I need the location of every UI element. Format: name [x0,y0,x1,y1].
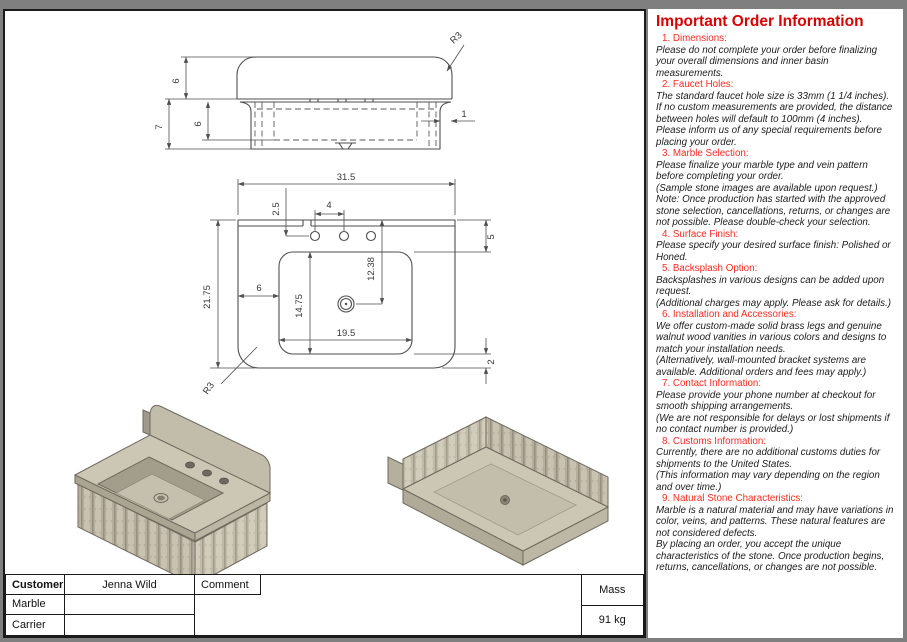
iso-view-bottom [383,409,638,584]
section-heading: 8. Customs Information: [662,435,766,447]
title-block-label-carrier: Carrier [5,614,65,637]
section-paragraph: (Alternatively, wall-mounted bracket systems are available. Additional orders and fees may apply.) [656,355,867,378]
section-faucet-holes [656,79,896,148]
title-block-value-carrier [64,614,196,637]
faucet-hole-2 [340,232,349,241]
sink-3d-bottom-model [388,417,608,565]
section-paragraph: We offer custom-made solid brass legs and genuine walnut wood vanities in various colors and designs to match your installation needs. [656,320,887,355]
section-customs-info [656,436,896,494]
plan-view [201,172,497,397]
backsplash-side-face [143,410,150,435]
dim-label-overall-width: 31.5 [336,172,356,183]
section-contact-info [656,378,896,436]
dim-label-deck-top-depth: 5 [486,234,497,240]
mass-value: 91 kg [581,605,645,637]
faucet-hole-3d-3 [220,478,229,484]
title-block-label-marble: Marble [5,594,65,616]
drain-notch [335,143,356,149]
title-block-value-marble [64,594,196,616]
section-paragraph: (Additional charges may apply. Please ask for details.) [656,297,892,309]
faucet-hole-1 [311,232,320,241]
order-info-panel [648,9,903,638]
dim-label-hole-row-offset: 2.5 [271,202,282,216]
front-outline [237,57,452,149]
backsplash-edge-line [238,220,455,226]
section-heading: 4. Surface Finish: [662,228,739,240]
dim-label-basin-width: 19.5 [336,328,356,339]
front-elevation-view [154,30,475,149]
section-heading: 7. Contact Information: [662,378,762,389]
section-paragraph: Note: Once production has started with the approved stone selection, cancellations, returns, or changes are not possible. Please double-check your selection. [656,194,891,228]
section-backsplash-option [656,263,896,309]
section-paragraph: Backsplashes in various designs can be added upon request. [656,274,885,297]
dim-label-drain-offset: 12.38 [366,257,377,281]
section-paragraph: By placing an order, you accept the unique characteristics of the stone. Once production begins, returns, cancellations, or changes are not possible. [656,539,885,573]
iso-view-top [62,389,317,589]
title-block-label-customer: Customer [5,574,65,595]
panel-title: Important Order Information [656,13,864,30]
section-paragraph: If no custom measurements are provided, the distance between holes will default to 100mm (4 inches). [656,102,893,125]
section-surface-finish [656,229,896,264]
front-hidden-lines [255,102,436,149]
section-heading: 6. Installation and Accessories: [662,309,797,320]
front-dimensions [154,30,475,149]
section-paragraph: Please specify your desired surface finish: Polished or Honed. [656,240,891,263]
title-block-value-customer: Jenna Wild [64,574,196,595]
section-heading: 9. Natural Stone Characteristics: [662,493,804,504]
dim-label-apron-height: 7 [154,124,165,130]
section-heading: 5. Backsplash Option: [662,263,758,274]
section-paragraph: The standard faucet hole size is 33mm (1 1/4 inches). [656,90,890,102]
faucet-hole-3 [367,232,376,241]
section-paragraph: Please provide your phone number at checkout for smooth shipping arrangements. [656,389,876,412]
dim-label-wall-thickness: 1 [461,109,467,120]
plan-outline [238,220,455,368]
section-paragraph: Please finalize your marble type and vein pattern before completing your order. [656,159,868,182]
section-paragraph: (Sample stone images are available upon request.) [656,182,878,194]
dim-label-backsplash-height: 6 [171,78,182,84]
mass-label: Mass [581,574,645,606]
dim-label-plan-r3: R3 [200,380,217,397]
section-paragraph: Please inform us of any special requirements before placing your order. [656,125,882,148]
dim-label-hole-spacing: 4 [326,200,332,211]
section-paragraph: Currently, there are no additional customs duties for shipments to the United States. [656,447,881,470]
section-dimensions [656,33,896,79]
title-block [5,574,644,636]
faucet-hole-3d-2 [203,470,212,476]
section-paragraph: (We are not responsible for delays or lost shipments if no contact number is provided.) [656,412,890,435]
dim-label-bottom-edge: 2 [486,359,497,365]
section-installation [656,309,896,378]
section-paragraph: Marble is a natural material and may have variations in color, veins, and patterns. These natural features are not considered defects. [656,504,894,539]
comment-label: Comment [194,574,261,595]
section-marble-selection [656,148,896,229]
section-paragraph: (This information may vary depending on the region and over time.) [656,470,880,493]
faucet-hole-3d-1 [186,462,195,468]
section-heading: 1. Dimensions: [662,33,727,44]
dim-label-basin-left-offset: 6 [256,283,262,294]
section-heading: 2. Faucet Holes: [662,79,734,90]
section-paragraph: Please do not complete your order before finalizing your overall dimensions and inner basin measurements. [656,44,878,79]
section-stone-characteristics [656,493,896,574]
drain-circle [338,296,354,312]
dim-label-inner-height: 6 [193,121,204,127]
dim-label-front-r3: R3 [448,29,465,47]
drawing-sheet [3,9,646,638]
sink-3d-top-model [75,405,270,585]
dim-label-overall-depth: 21.75 [202,285,213,309]
dim-label-basin-depth: 14.75 [294,294,305,318]
section-heading: 3. Marble Selection: [662,148,749,159]
